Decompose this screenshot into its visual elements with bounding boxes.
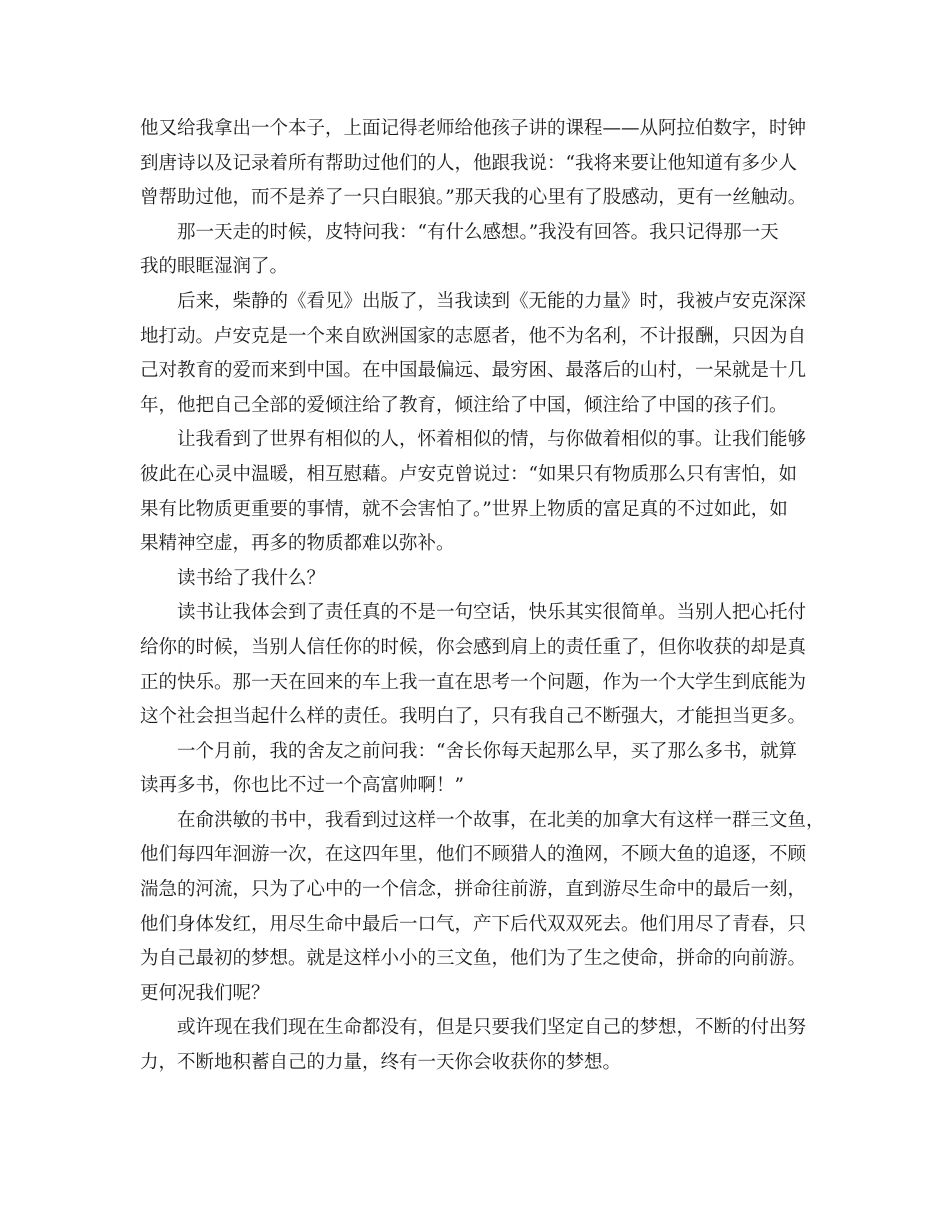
- text-line: 地打动。卢安克是一个来自欧洲国家的志愿者，他不为名利，不计报酬，只因为自: [140, 325, 807, 347]
- text-line: 曾帮助过他，而不是养了一只白眼狼。”那天我的心里有了股感动，更有一丝触动。: [140, 187, 807, 209]
- text-line: 果精神空虚，再多的物质都难以弥补。: [140, 533, 455, 555]
- text-line: 一个月前，我的舍友之前问我：“舍长你每天起那么早，买了那么多书，就算: [177, 740, 797, 762]
- text-line: 我的眼眶湿润了。: [140, 256, 289, 278]
- text-line: 这个社会担当起什么样的责任。我明白了，只有我自己不断强大，才能担当更多。: [140, 706, 807, 728]
- text-line: 读再多书，你也比不过一个高富帅啊！”: [140, 775, 464, 797]
- document-body: [140, 112, 825, 1081]
- text-line: 在俞洪敏的书中，我看到过这样一个故事，在北美的加拿大有这样一群三文鱼，: [177, 809, 825, 831]
- text-line: 己对教育的爱而来到中国。在中国最偏远、最穷困、最落后的山村，一呆就是十几: [140, 360, 807, 382]
- text-line: 让我看到了世界有相似的人，怀着相似的情，与你做着相似的事。让我们能够: [177, 429, 807, 451]
- text-line: 彼此在心灵中温暖，相互慰藉。卢安克曾说过：“如果只有物质那么只有害怕，如: [140, 463, 797, 485]
- text-line: 力，不断地积蓄自己的力量，终有一天你会收获你的梦想。: [140, 1052, 622, 1074]
- text-line: 正的快乐。那一天在回来的车上我一直在思考一个问题，作为一个大学生到底能为: [140, 671, 807, 693]
- text-line: 读书给了我什么？: [177, 567, 326, 589]
- text-line: 读书让我体会到了责任真的不是一句空话，快乐其实很简单。当别人把心托付: [177, 602, 807, 624]
- text-line: 到唐诗以及记录着所有帮助过他们的人，他跟我说：“我将来要让他知道有多少人: [140, 152, 797, 174]
- text-line: 他们每四年洄游一次，在这四年里，他们不顾猎人的渔网，不顾大鱼的追逐，不顾: [140, 844, 807, 866]
- text-line: 他又给我拿出一个本子，上面记得老师给他孩子讲的课程——从阿拉伯数字，时钟: [140, 118, 807, 139]
- text-line: 那一天走的时候，皮特问我：“有什么感想。”我没有回答。我只记得那一天: [177, 221, 779, 243]
- text-line: 湍急的河流，只为了心中的一个信念，拼命往前游，直到游尽生命中的最后一刻，: [140, 879, 807, 901]
- text-line: 或许现在我们现在生命都没有，但是只要我们坚定自己的梦想，不断的付出努: [177, 1017, 807, 1039]
- text-line: 更何况我们呢？: [140, 982, 270, 1004]
- text-line: 果有比物质更重要的事情，就不会害怕了。”世界上物质的富足真的不过如此，如: [140, 498, 788, 520]
- text-line: 年，他把自己全部的爱倾注给了教育，倾注给了中国，倾注给了中国的孩子们。: [140, 394, 788, 416]
- text-line: 他们身体发红，用尽生命中最后一口气，产下后代双双死去。他们用尽了青春，只: [140, 913, 807, 935]
- text-line: 给你的时候，当别人信任你的时候，你会感到肩上的责任重了，但你收获的却是真: [140, 636, 807, 658]
- text-line: 后来，柴静的《看见》出版了，当我读到《无能的力量》时，我被卢安克深深: [177, 290, 807, 312]
- text-line: 为自己最初的梦想。就是这样小小的三文鱼，他们为了生之使命，拼命的向前游。: [140, 948, 807, 970]
